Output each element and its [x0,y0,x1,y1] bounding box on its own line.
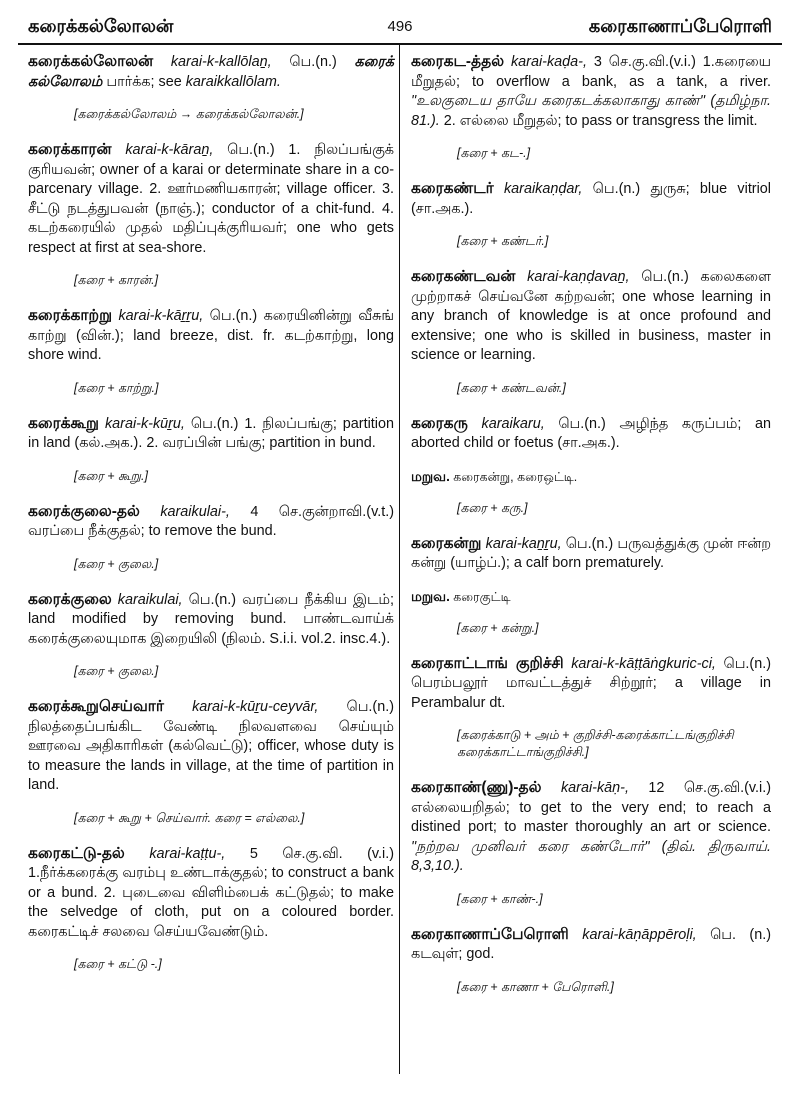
dictionary-entry [411,778,771,908]
dictionary-entry [411,654,771,762]
synonym-label: மறுவ. [411,588,450,604]
transliteration: karai-k-kāṟṟu, [118,308,204,324]
transliteration: karai-kāṇ-, [560,780,629,796]
transliteration: karai-kaṇḍavaṉ, [527,269,630,285]
dictionary-entry [28,414,394,485]
etymology: [கரை + கட்டு -.] [74,957,162,971]
etymology: [கரை + கண்டவன்.] [457,380,566,395]
etymology: [கரை + கூறு + செய்வார். கரை = எல்லை.] [74,810,305,825]
literary-quote: "நற்றவ முனிவர் கரை கண்டோர்" (திவ். திருவாய். 8,3,10.). [411,838,771,874]
synonym-note [411,588,771,606]
transliteration: karaikaṇḍar, [503,181,583,197]
transliteration: karai-kaṭṭu-, [149,845,226,862]
definition: பெ.(n.) 1. நிலப்பங்குக் குரியவன்; owner of a karai or determinate share in a co-parcenary village. 2. ஊர்மணியகாரன்; village officer. 3. சீட்டு நடத்துபவன் (நாஞ்.); conductor of a chit-fund. 4. கடற்கரையில் முதல் மதிப்புக்குரியவர்; one who gets respect at first at sea-shore. [28,142,394,256]
entry-text [28,306,394,366]
definition: பெ.(n.) வரப்பை நீக்கிய இடம்; land modified by removing bund. பாண்டவாய்க் கரைக்குலையுமாக இறையிலி (நிலம். S.i.i. vol.2. insc.4.). [28,591,394,647]
entry-text [411,778,771,877]
headword: கரைகன்று [411,534,482,552]
dictionary-entry [28,52,394,123]
transliteration: karai-k-kallōlaṉ, [170,54,272,70]
transliteration: karaikulai, [117,591,183,608]
entry-text [28,52,394,92]
etymology: [கரை + கண்டர்.] [457,234,549,248]
etymology: [கரை + காண்-.] [457,891,543,906]
etymology: [கரைக்காடு + அம் + குறிச்சி-கரைக்காட்டங்குறிச்சி கரைக்காட்டாங்குறிச்சி.] [457,728,734,759]
left-column [28,52,394,990]
definition: 5 செ.கு.வி. (v.i.) 1.நீர்க்கரைக்கு வரம்பு உண்டாக்குதல்; to construct a bank or a bund. 2. புடைவை விளிம்பைக் கட்டுதல்; to make the selvedge of cloth, put on a coloured border. கரைகட்டிச் சலவை செய்யவேண்டும். [28,845,394,940]
headword: கரைக்கூறுசெய்வார் [28,698,164,715]
header-rule [18,43,782,45]
synonym-label: மறுவ. [411,468,450,484]
headword: கரைக்கூறு [28,414,100,432]
dictionary-entry [411,52,771,162]
entry-text [411,179,771,219]
dictionary-entry [411,267,771,397]
literary-quote: "உலகுடைய தாயே கரைகடக்கலாகாது காண்" (தமிழ்நா. 81.). [411,93,771,129]
etymology: [கரை + கட-.] [457,146,531,160]
dictionary-entry [411,925,771,996]
transliteration: karai-kaṉṟu, [485,535,562,552]
headword: கரைகண்டர் [411,180,494,197]
definition: 12 செ.கு.வி.(v.i.) எல்லையறிதல்; to get to the very end; to reach a distined port; to master thoroughly an art or science. [411,780,772,835]
entry-text [28,140,394,258]
entry-text [28,502,394,542]
entry-text [411,52,771,131]
definition: பெ.(n.) கரையினின்று வீசுங் காற்று (வின்.); land breeze, dist. fr. கடற்காற்று, long shore wind. [28,308,395,363]
headword: கரைக்காற்று [28,307,113,324]
definition: 3 செ.கு.வி.(v.i.) 1.கரையை மீறுதல்; to overflow a bank, as a tank, a river. [411,54,772,90]
cross-reference-transliteration: karaikkallōlam. [185,73,281,90]
entry-text [411,414,771,454]
definition-continued: பார்க்க; see [102,73,186,90]
dictionary-entry [411,414,771,517]
synonym-text: கரைகன்று, கரைஒட்டி. [449,469,578,484]
column-divider [399,44,400,1074]
headword: கரைகரு [411,414,468,432]
transliteration: karaikaru, [481,415,545,432]
definition: பெ.(n.) துருசு; blue vitriol (சா.அக.). [411,181,772,217]
definition: பெ.(n.) அழிந்த கருப்பம்; an aborted child or foetus (சா.அக.). [411,415,772,451]
etymology: [கரை + கன்று.] [457,620,539,635]
dictionary-entry [28,697,394,827]
transliteration: karai-kaḍa-, [510,54,587,70]
etymology: [கரை + கூறு.] [74,468,148,483]
dictionary-entry [28,502,394,573]
dictionary-entry [411,179,771,250]
definition: பெ.(n.) பருவத்துக்கு முன் ஈன்ற கன்று (யாழ்ப்.); a calf born prematurely. [411,535,771,571]
definition: பெ.(n.) நிலத்தைப்பங்கிட வேண்டி நிலவளவை செய்யும் ஊரவை அதிகாரிகள் (கல்வெட்டு); officer, whose duty is to measure the lands in village, at the time of partition in land. [28,699,394,793]
headword: கரைகாட்டாங் குறிச்சி [411,654,564,672]
headword: கரைக்கல்லோலன் [28,53,154,70]
dictionary-entry [411,534,771,637]
page-number: 496 [387,18,413,35]
transliteration: karai-k-kāṭṭāṅgkuric-ci, [571,655,716,672]
dictionary-entry [28,140,394,289]
dictionary-entry [28,306,394,397]
entry-text [411,925,771,965]
entry-text [28,414,394,454]
etymology: [கரை + குலை.] [74,556,159,571]
definition: 4 செ.குன்றாவி.(v.t.) வரப்பை நீக்குதல்; to remove the bund. [28,503,395,539]
headword: கரைகாணாப்பேரொளி [411,925,569,943]
definition: பெ. (n.) கடவுள்; god. [411,926,771,962]
synonym-note [411,468,771,486]
entry-text [28,590,394,650]
transliteration: karaikulai-, [160,503,230,520]
transliteration: karai-k-kāraṉ, [125,142,214,158]
etymology: [கரை + காற்று.] [74,380,159,395]
running-head-left: கரைக்கல்லோலன் [28,16,174,36]
page-header [28,14,772,42]
headword: கரைக்குலை [28,590,112,608]
etymology: [கரை + கரு.] [457,500,528,515]
dictionary-entry [28,844,394,974]
synonym-text: கரைகுட்டி [449,589,511,604]
entry-text [28,697,394,796]
running-head-right: கரைகாணாப்பேரொளி [588,16,772,36]
definition: பெ.(n.) கலைகளை முற்றாகச் செய்வனே கற்றவன்; one whose learning in any branch of knowledge is at once profound and extensive; one who is skilled in business, master in science or learning. [411,269,771,363]
definition: பெ.(n.) [271,54,355,70]
headword: கரைகட்டு-தல் [28,844,125,862]
etymology: [கரை + குலை.] [74,664,159,678]
definition-continued: 2. எல்லை மீறுதல்; to pass or transgress the limit. [439,112,758,129]
etymology: [கரை + காரன்.] [74,273,159,287]
headword: கரைகாண்(ணு)-தல் [411,779,542,796]
entry-text [411,267,771,366]
etymology: [கரை + காணா + பேரொளி.] [457,979,614,994]
transliteration: karai-k-kūṟu, [104,415,185,432]
definition: பெ.(n.) 1. நிலப்பங்கு; partition in land (கல்.அக.). 2. வரப்பின் பங்கு; partition in bund. [28,415,394,451]
transliteration: karai-kāṇāppēroḷi, [582,926,697,943]
headword: கரைக்காரன் [28,141,112,158]
entry-text [28,844,394,943]
entry-text [411,654,771,714]
entry-text [411,534,771,574]
headword: கரைக்குலை-தல் [28,502,140,520]
etymology: [கரைக்கல்லோலம் → கரைக்கல்லோலன்.] [74,107,304,121]
transliteration: karai-k-kūṟu-ceyvār, [192,699,319,715]
cross-reference: கரைக் கல்லோலம் [28,54,394,90]
right-column [411,52,771,1013]
definition: பெ.(n.) பெரம்பலூர் மாவட்டத்துச் சிற்றூர்; a village in Perambalur dt. [411,655,772,711]
headword: கரைகண்டவன் [411,268,516,285]
dictionary-entry [28,590,394,681]
headword: கரைகட-த்தல் [411,53,505,70]
